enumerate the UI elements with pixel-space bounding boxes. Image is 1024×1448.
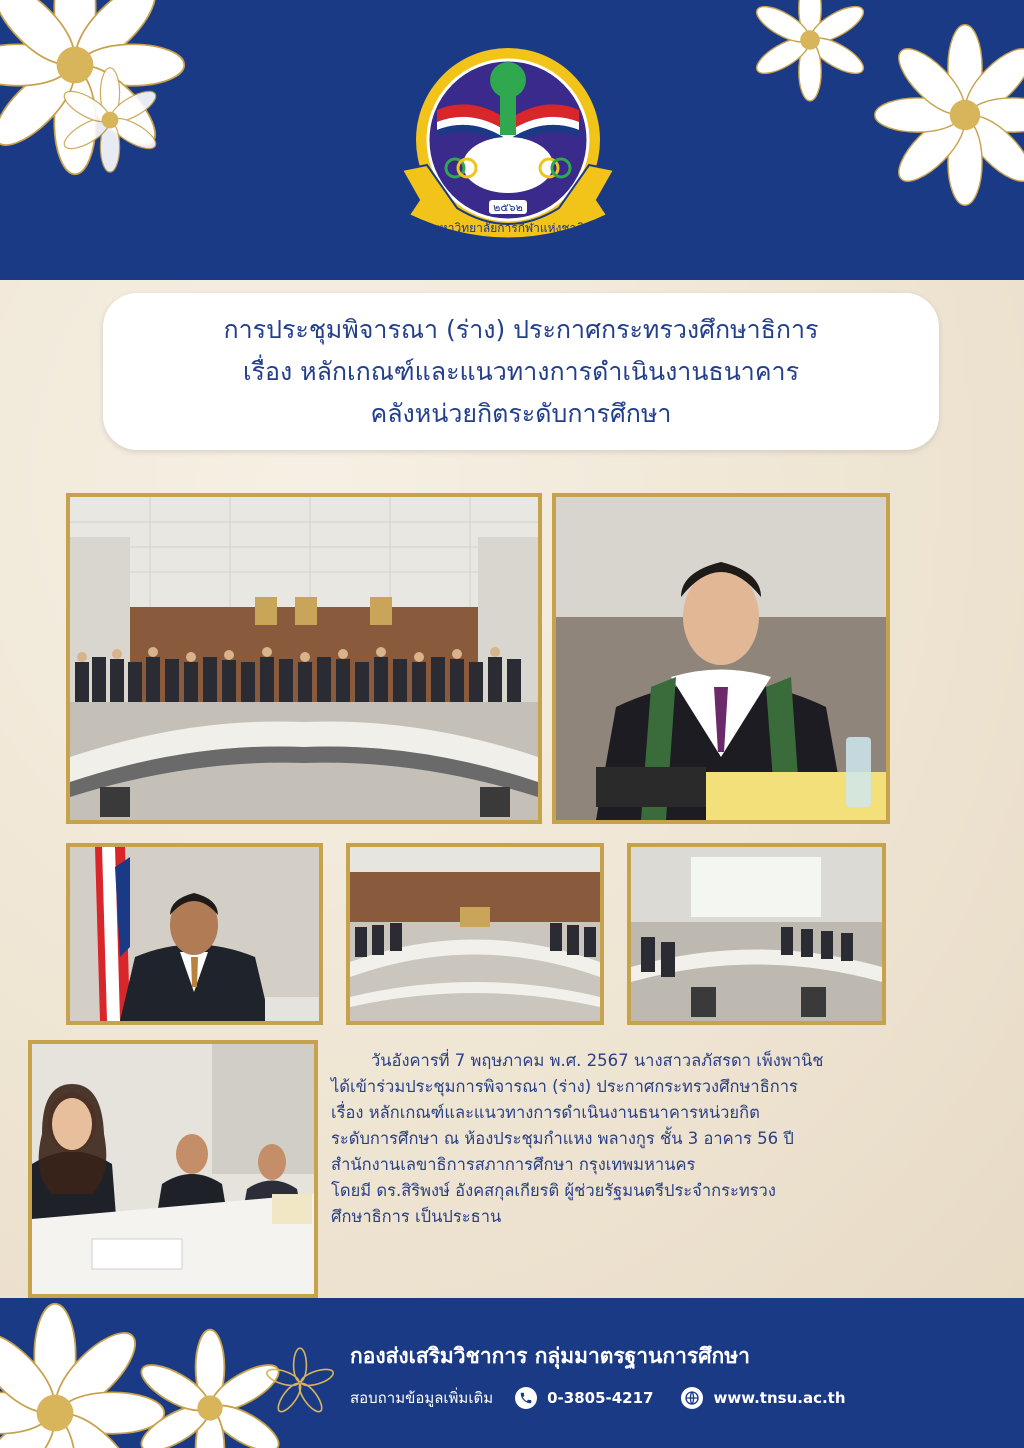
article-line: สำนักงานเลขาธิการสภาการศึกษา กรุงเทพมหานคร [331,1155,696,1174]
article-line: วันอังคารที่ 7 พฤษภาคม พ.ศ. 2567 นางสาวลภัสรดา เพ็งพานิช [371,1051,824,1070]
flower-decoration-icon [260,1343,340,1423]
article-line: ศึกษาธิการ เป็นประธาน [331,1207,502,1226]
photo-chairman [552,493,890,824]
title-line: การประชุมพิจารณา (ร่าง) ประกาศกระทรวงศึกษาธิการ [223,314,819,344]
title-line: เรื่อง หลักเกณฑ์และแนวทางการดำเนินงานธนาคาร [242,356,800,386]
page-title [224,309,819,435]
footer-organization: กองส่งเสริมวิชาการ กลุ่มมาตรฐานการศึกษา [350,1344,750,1368]
article-line: ได้เข้าร่วมประชุมการพิจารณา (ร่าง) ประกาศกระทรวงศึกษาธิการ [331,1077,798,1096]
title-line: คลังหน่วยกิตระดับการศึกษา [370,398,672,428]
contact-website-link[interactable]: www.tnsu.ac.th [713,1389,846,1407]
photo-meeting-room [346,843,604,1025]
header-banner [0,0,1024,280]
flower-decoration-icon [50,60,170,180]
title-box [103,293,939,450]
seal-text: มหาวิทยาลัยการกีฬาแห่งชาติ [431,221,585,235]
footer-contact [350,1386,874,1410]
article-line: เรื่อง หลักเกณฑ์และแนวทางการดำเนินงานธนาคารหน่วยกิต [331,1103,760,1122]
article-line: โดยมี ดร.สิริพงษ์ อังคสกุลเกียรติ ผู้ช่วยรัฐมนตรีประจำกระทรวง [331,1181,776,1200]
photo-meeting-screen [627,843,886,1025]
photo-official [66,843,323,1025]
flower-decoration-icon [870,20,1024,210]
contact-label: สอบถามข้อมูลเพิ่มเติม [350,1389,494,1407]
flower-decoration-icon [740,0,880,110]
globe-icon [681,1387,703,1409]
contact-phone[interactable]: 0-3805-4217 [547,1389,654,1407]
seal-year: ๒๕๖๒ [493,201,523,214]
footer-banner [0,1298,1024,1448]
photo-attendees [28,1040,318,1298]
photo-group-meeting [66,493,542,824]
university-seal-logo [397,40,619,246]
phone-icon [515,1387,537,1409]
article-body [331,1048,991,1230]
article-line: ระดับการศึกษา ณ ห้องประชุมกำแหง พลางกูร ชั้น 3 อาคาร 56 ปี [331,1129,794,1148]
